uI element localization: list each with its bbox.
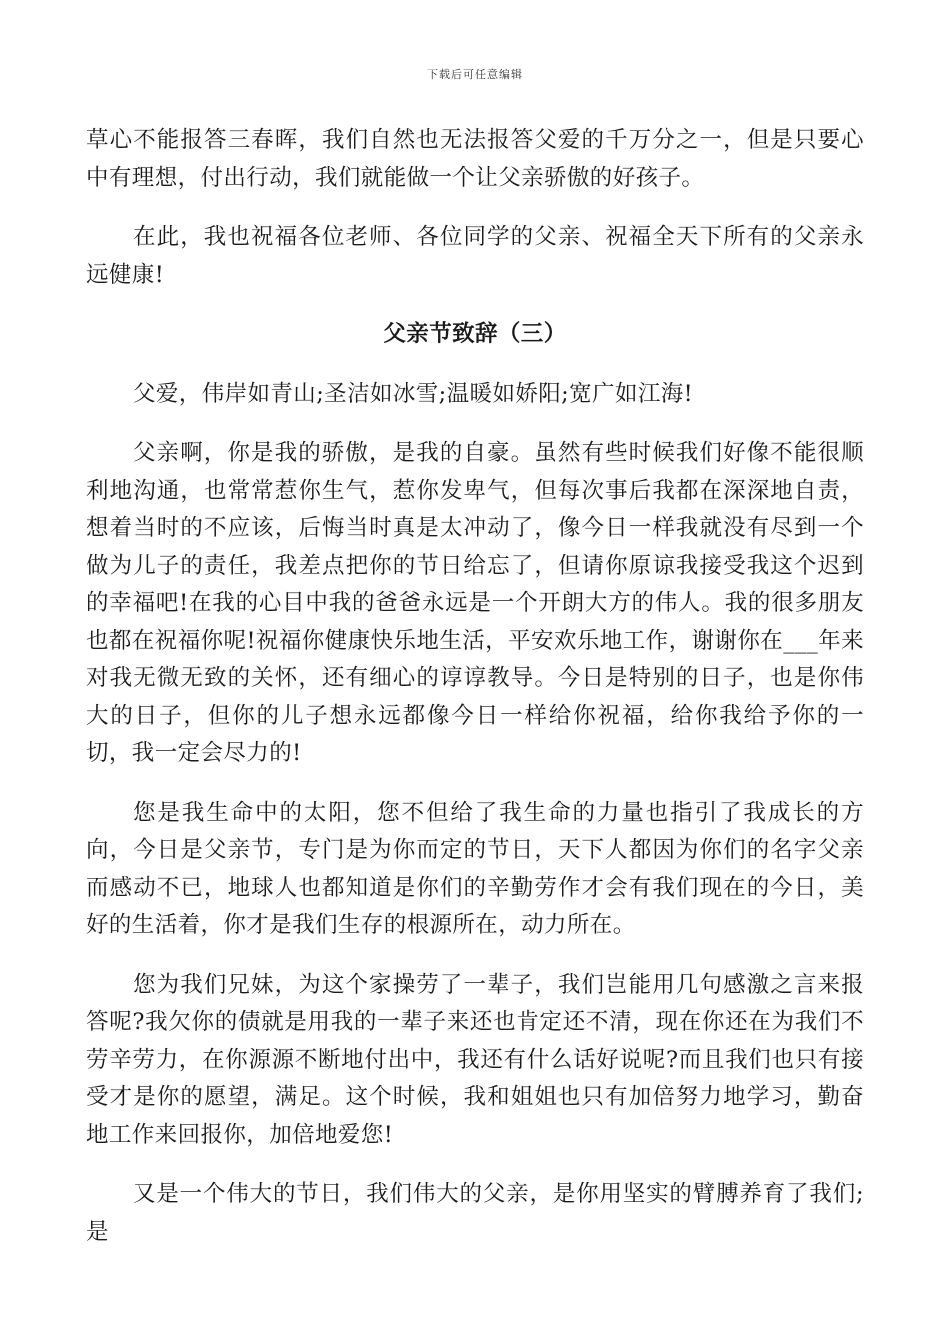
paragraph-pride: 父亲啊，你是我的骄傲，是我的自豪。虽然有些时候我们好像不能很顺利地沟通，也常常惹你生气，惹你发卑气，但每次事后我都在深深地自责，想着当时的不应该，后悔当时真是太冲动了，像今日一样我就没有尽到一个做为儿子的责任，我差点把你的节日给忘了，但请你原谅我接受我这个迟到的幸福吧!在我的心目中我的爸爸永远是一个开朗大方的伟人。我的很多朋友也都在祝福你呢!祝福你健康快乐地生活，平安欢乐地工作，谢谢你在___年来对我无微无致的关怀，还有细心的谆谆教导。今日是特别的日子，也是你伟大的日子，但你的儿子想永远都像今日一样给你祝福，给你我给予你的一切，我一定会尽力的! bbox=[86, 440, 864, 766]
paragraph-gratitude: 您为我们兄妹，为这个家操劳了一辈子，我们岂能用几句感激之言来报答呢?我欠你的债就是用我的一辈子来还也肯定还不清，现在你还在为我们不劳辛劳力，在你源源不断地付出中，我还有什么话好说呢?而且我们也只有接受才是你的愿望，满足。这个时候，我和姐姐也只有加倍努力地学习，勤奋地工作来回报你，加倍地爱您! bbox=[86, 971, 864, 1148]
page-header: 下载后可任意编辑 bbox=[427, 68, 523, 81]
paragraph-sun: 您是我生命中的太阳，您不但给了我生命的力量也指引了我成长的方向，今日是父亲节，专门是为你而定的节日，天下人都因为你们的名字父亲而感动不已，地球人也都知道是你们的辛勤劳作才会有我们现在的今日，美好的生活着，你才是我们生存的根源所在，动力所在。 bbox=[86, 799, 864, 938]
paragraph-continuation: 草心不能报答三春晖，我们自然也无法报答父爱的千万分之一，但是只要心中有理想，付出行动，我们就能做一个让父亲骄傲的好孩子。 bbox=[86, 127, 864, 191]
paragraph-great-festival: 又是一个伟大的节日，我们伟大的父亲，是你用坚实的臂膊养育了我们;是 bbox=[86, 1181, 864, 1245]
document-body bbox=[86, 122, 864, 1273]
section-title: 父亲节致辞（三） bbox=[383, 321, 567, 347]
paragraph-opening: 父爱，伟岸如青山;圣洁如冰雪;温暖如娇阳;宽广如江海! bbox=[133, 380, 694, 407]
paragraph-blessing: 在此，我也祝福各位老师、各位同学的父亲、祝福全天下所有的父亲永远健康! bbox=[86, 224, 864, 288]
